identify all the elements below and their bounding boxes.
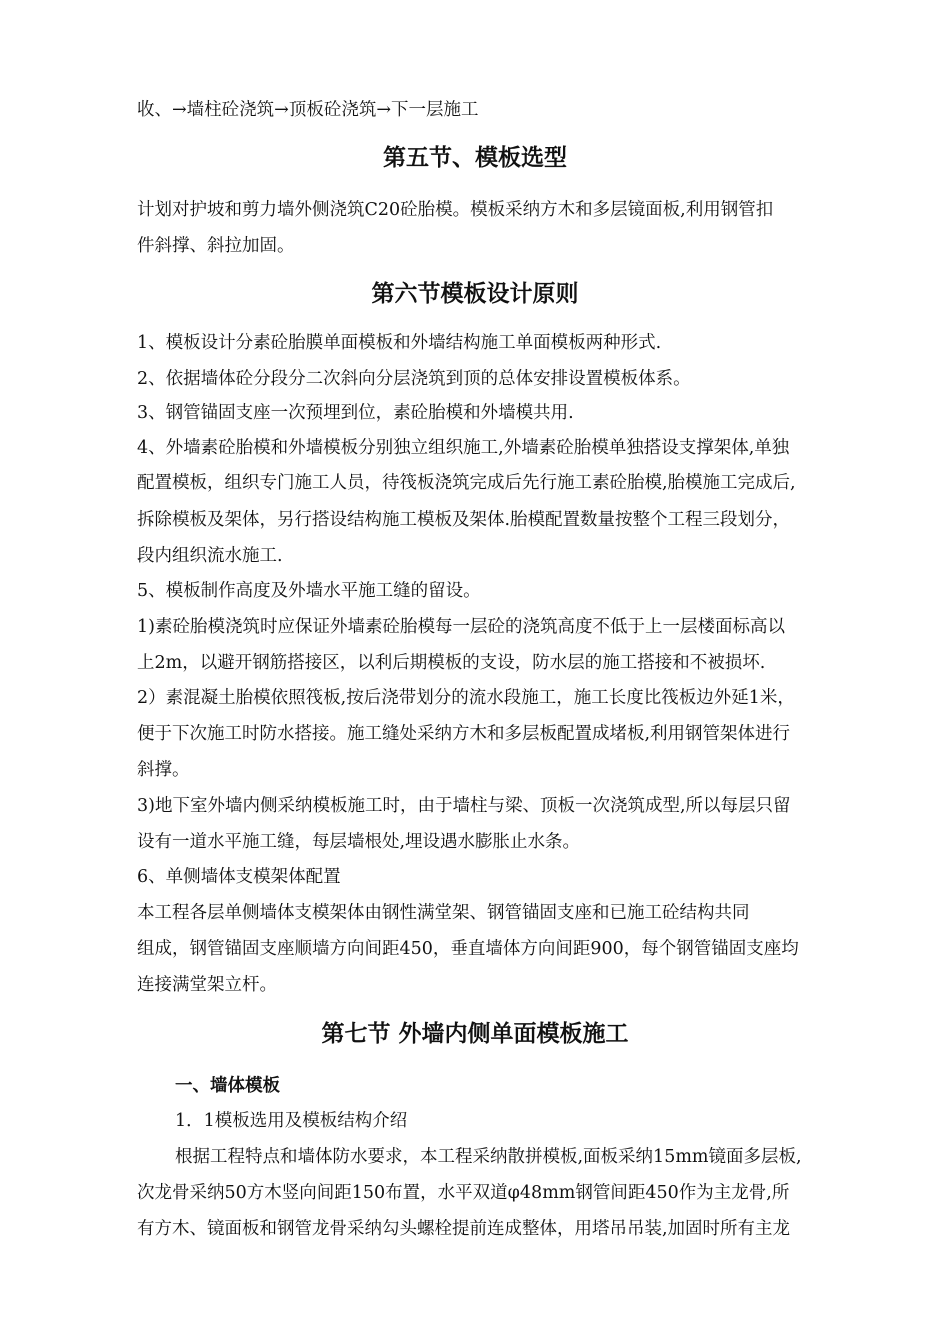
section6-line: 便于下次施工时防水搭接。施工缝处采纳方木和多层板配置成堵板,利用钢管架体进行 [137, 724, 791, 744]
section7-line: 根据工程特点和墙体防水要求，本工程采纳散拼模板,面板采纳15mm镜面多层板, [175, 1147, 802, 1167]
section6-line: 3)地下室外墙内侧采纳模板施工时，由于墙柱与梁、顶板一次浇筑成型,所以每层只留 [137, 796, 791, 816]
section6-line: 设有一道水平施工缝，每层墙根处,埋设遇水膨胀止水条。 [137, 832, 581, 852]
top-process-line: 收、→墙柱砼浇筑→顶板砼浇筑→下一层施工 [137, 100, 479, 120]
section6-line: 斜撑。 [137, 760, 190, 780]
section6-line: 1、模板设计分素砼胎膜单面模板和外墙结构施工单面模板两种形式. [137, 333, 662, 353]
section6-title: 第六节模板设计原则 [371, 281, 579, 307]
section6-line: 上2m，以避开钢筋搭接区，以利后期模板的支设，防水层的施工搭接和不被损坏. [137, 653, 766, 673]
section5-line: 计划对护坡和剪力墙外侧浇筑C20砼胎模。模板采纳方木和多层镜面板,利用钢管扣 [137, 200, 774, 220]
section7-line: 次龙骨采纳50方木竖向间距150布置，水平双道φ48mm钢管间距450作为主龙骨,所 [137, 1183, 790, 1203]
section5-title: 第五节、模板选型 [383, 145, 567, 171]
section6-line: 配置模板，组织专门施工人员，待筏板浇筑完成后先行施工素砼胎模,胎模施工完成后, [137, 473, 796, 493]
section6-line: 1)素砼胎模浇筑时应保证外墙素砼胎模每一层砼的浇筑高度不低于上一层楼面标高以 [137, 617, 785, 637]
section6-line: 连接满堂架立杆。 [137, 975, 277, 995]
section7-line: 1．1模板选用及模板结构介绍 [175, 1111, 408, 1131]
section7-line: 有方木、镜面板和钢管龙骨采纳勾头螺栓提前连成整体，用塔吊吊装,加固时所有主龙 [137, 1219, 791, 1239]
section6-line: 5、模板制作高度及外墙水平施工缝的留设。 [137, 581, 481, 601]
section7-subheading: 一、墙体模板 [175, 1076, 280, 1096]
section6-line: 2、依据墙体砼分段分二次斜向分层浇筑到顶的总体安排设置模板体系。 [137, 369, 691, 389]
section6-line: 4、外墙素砼胎模和外墙模板分别独立组织施工,外墙素砼胎模单独搭设支撑架体,单独 [137, 438, 790, 458]
section7-title: 第七节 外墙内侧单面模板施工 [321, 1021, 629, 1047]
section6-line: 3、钢管锚固支座一次预埋到位，素砼胎模和外墙模共用. [137, 403, 574, 423]
section6-line: 2）素混凝土胎模依照筏板,按后浇带划分的流水段施工，施工长度比筏板边外延1米， [137, 688, 795, 708]
section6-line: 拆除模板及架体，另行搭设结构施工模板及架体.胎模配置数量按整个工程三段划分， [137, 510, 791, 530]
section6-line: 段内组织流水施工. [137, 546, 283, 566]
section6-line: 6、单侧墙体支模架体配置 [137, 867, 341, 887]
section6-line: 组成，钢管锚固支座顺墙方向间距450，垂直墙体方向间距900，每个钢管锚固支座均 [137, 939, 799, 959]
section6-line: 本工程各层单侧墙体支模架体由钢性满堂架、钢管锚固支座和已施工砼结构共同 [137, 903, 750, 923]
section5-line: 件斜撑、斜拉加固。 [137, 236, 295, 256]
